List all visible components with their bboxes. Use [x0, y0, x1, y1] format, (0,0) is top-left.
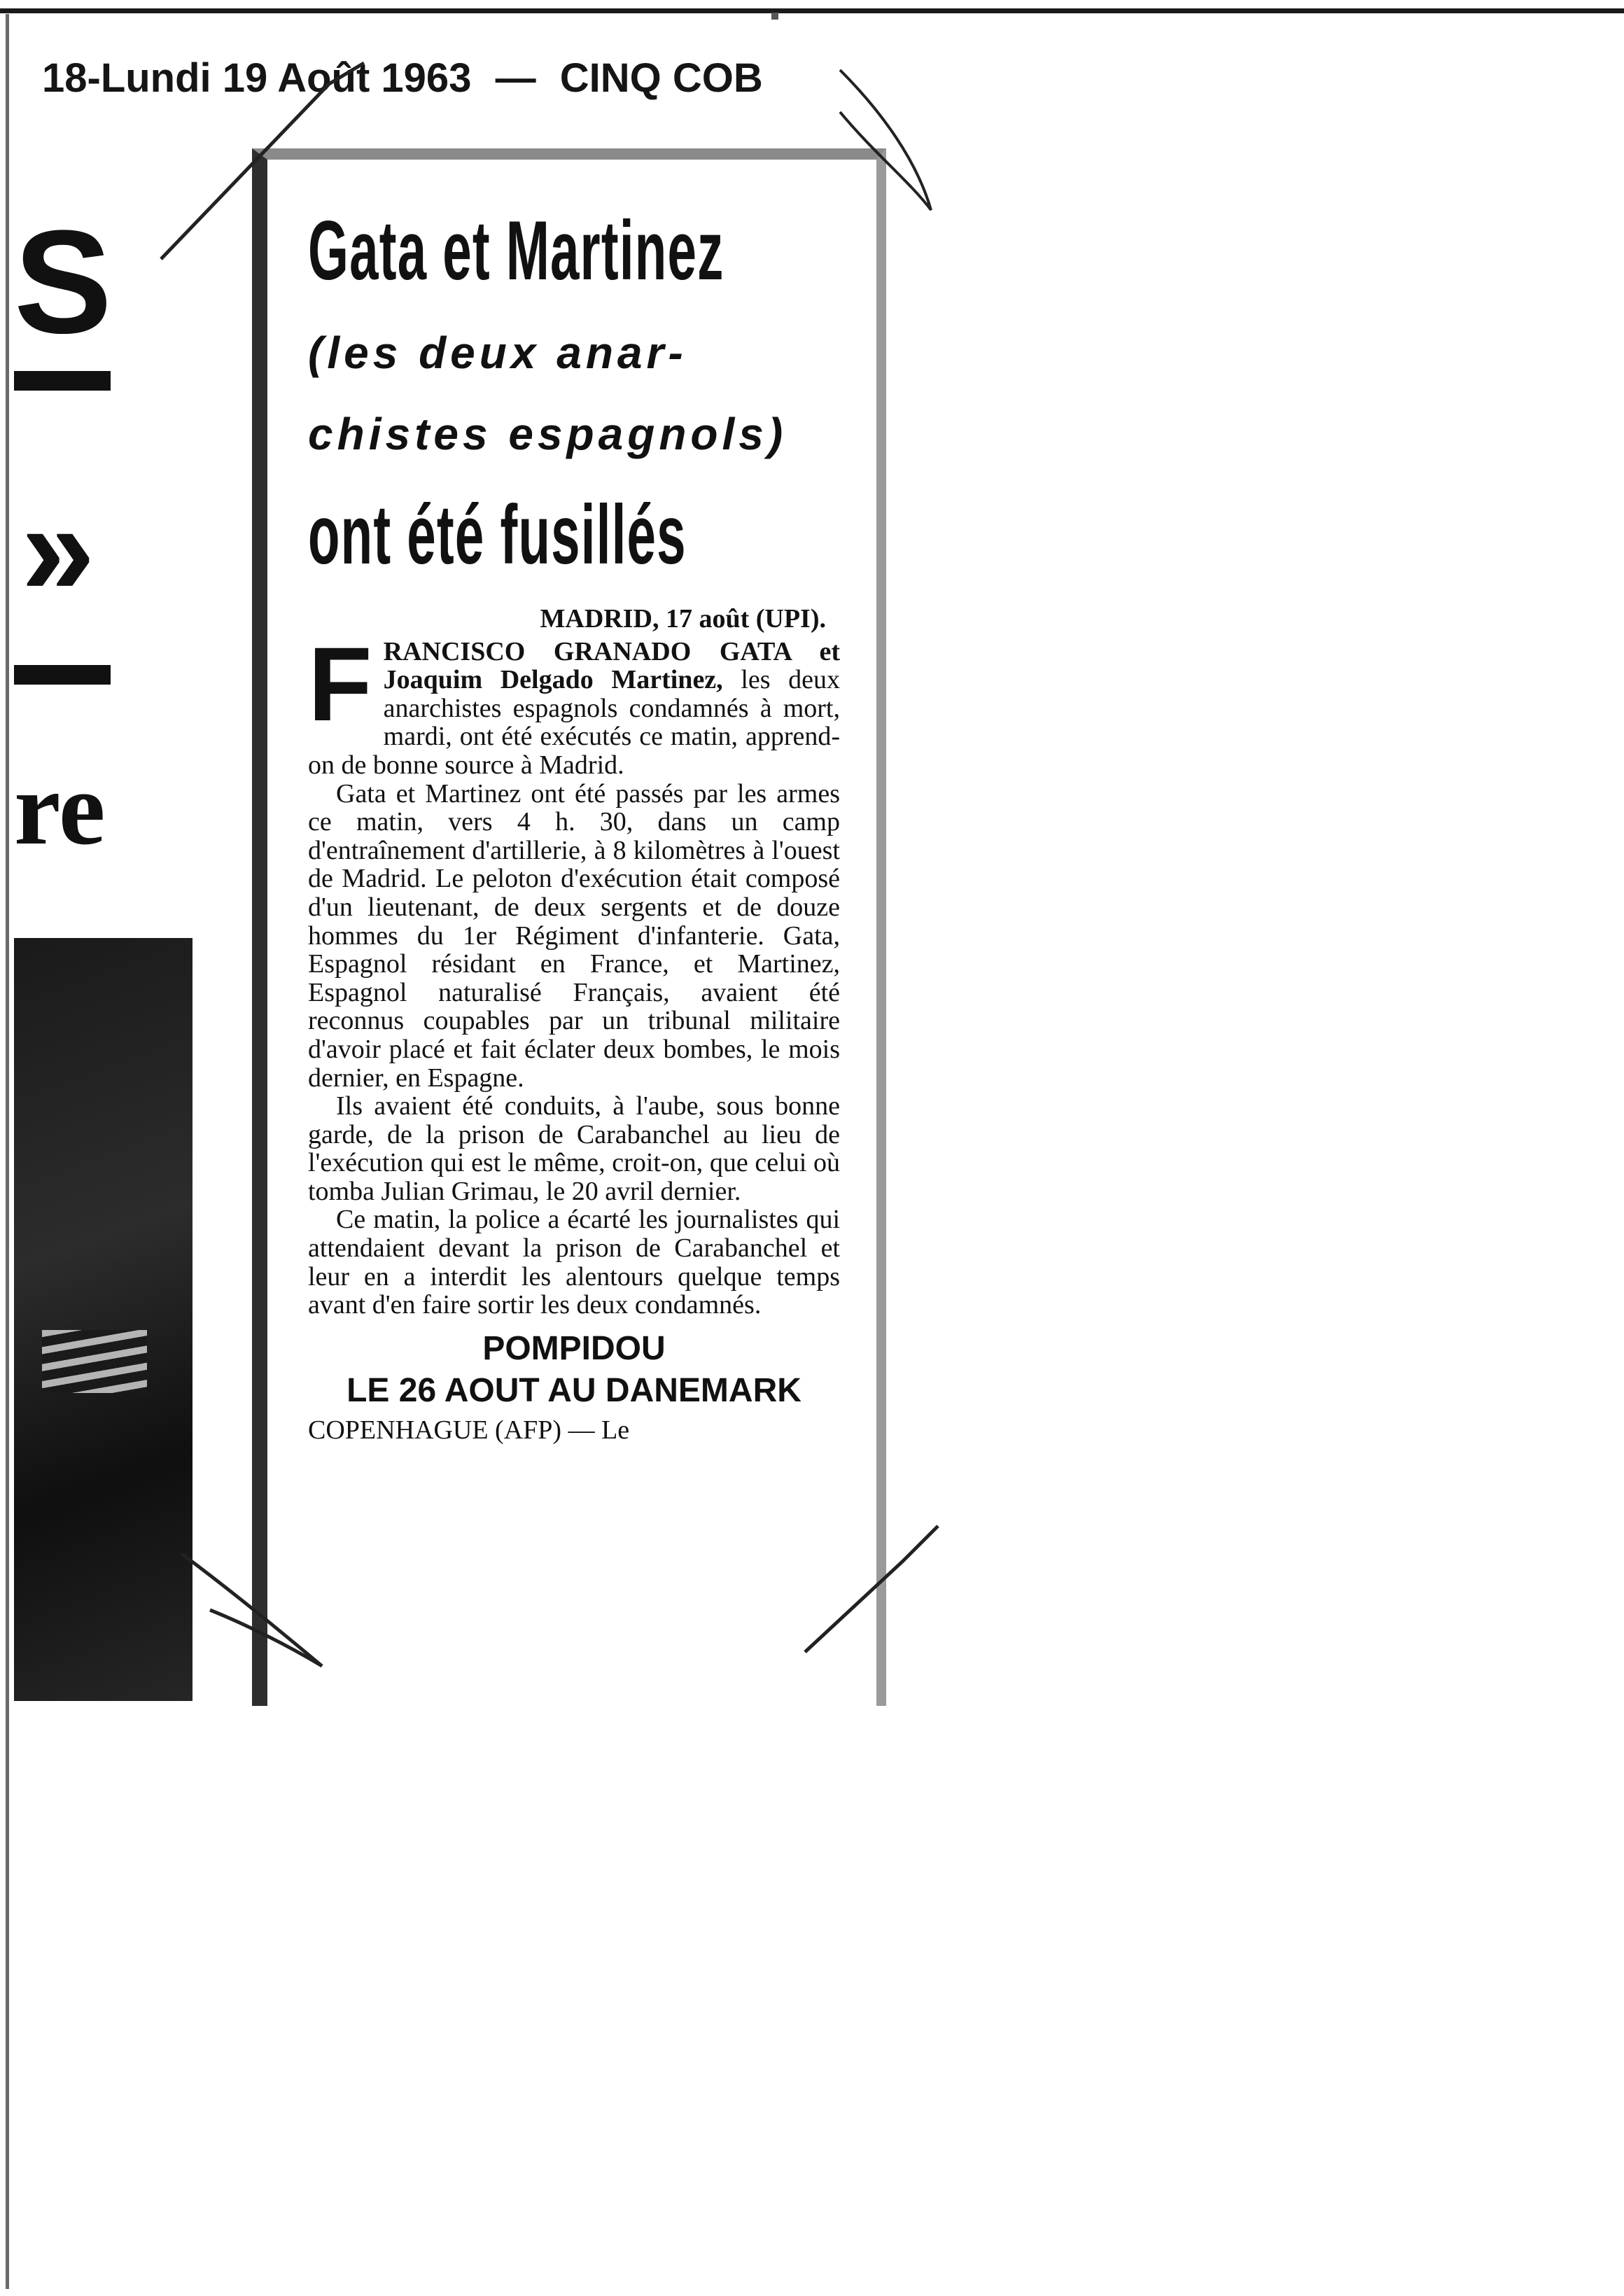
left-column-fragment-s: S — [14, 200, 113, 364]
paragraph-1 — [308, 624, 841, 780]
subhead-line-1: (les deux anar- — [308, 328, 687, 378]
scan-mark — [771, 13, 778, 20]
section-name: CINQ COB — [559, 55, 763, 101]
dateline: MADRID, 17 août (UPI). — [540, 604, 826, 634]
drop-cap: F — [308, 624, 372, 743]
header-separator: — — [495, 55, 536, 101]
article-content — [308, 202, 841, 1445]
left-column-rule — [14, 371, 111, 391]
left-column-fragment-re: re — [14, 750, 106, 867]
paragraph-1-lead: RANCISCO GRANADO GATA et Joaquim Delgado Martinez, — [383, 636, 840, 695]
subhead-line-2: chistes espagnols) — [308, 409, 788, 459]
headline-bottom: ont été fusillés — [308, 488, 687, 582]
headline-subhead — [308, 312, 840, 475]
paragraph-4: Ce matin, la police a écarté les journalistes qui attendaient devant la prison de Carabanchel et leur en a interdit les alentours quelque temps avant d'en faire sortir les deux condamnés. — [308, 1205, 840, 1320]
cutoff-text: COPENHAGUE (AFP) — Le — [308, 1415, 630, 1445]
paragraph-3: Ils avaient été conduits, à l'aube, sous bonne garde, de la prison de Carabanchel au lieu de l'exécution qui est le même, croit-on, que celui où tomba Julian Grimau, le 20 avril dernier. — [308, 1091, 840, 1206]
next-title-line-2: LE 26 AOUT AU DANEMARK — [346, 1371, 802, 1409]
scan-top-border — [0, 8, 1624, 13]
article-clipping — [252, 148, 886, 1706]
headline-top: Gata et Martinez — [308, 204, 724, 298]
left-column-fragment-quote: » — [21, 475, 95, 624]
page-header — [42, 50, 903, 106]
next-article-title — [308, 1328, 840, 1412]
next-title-line-1: POMPIDOU — [482, 1329, 666, 1367]
left-column-photo — [14, 938, 192, 1701]
left-column-rule — [14, 665, 111, 685]
paragraph-2: Gata et Martinez ont été passés par les armes ce matin, vers 4 h. 30, dans un camp d'entraînement d'artillerie, à 8 kilomètres à l'ouest de Madrid. Le peloton d'exécution était composé d'un lieutenant, de deux sergents et de douze hommes du 1er Régiment d'infanterie. Gata, Espagnol résidant en France, et Martinez, Espagnol naturalisé Français, avaient été reconnus coupables par un tribunal militaire d'avoir placé et fait éclater deux bombes, le mois dernier, en Espagne. — [308, 778, 840, 1093]
page-date: 18-Lundi 19 Août 1963 — [42, 55, 472, 101]
article-body — [308, 604, 841, 1445]
scan-left-border — [6, 14, 9, 2289]
paragraph-1-rest: les deux anarchistes espagnols condamnés à mort, mardi, ont été exécutés ce matin, apprend-on de bonne source à Madrid. — [308, 665, 841, 780]
